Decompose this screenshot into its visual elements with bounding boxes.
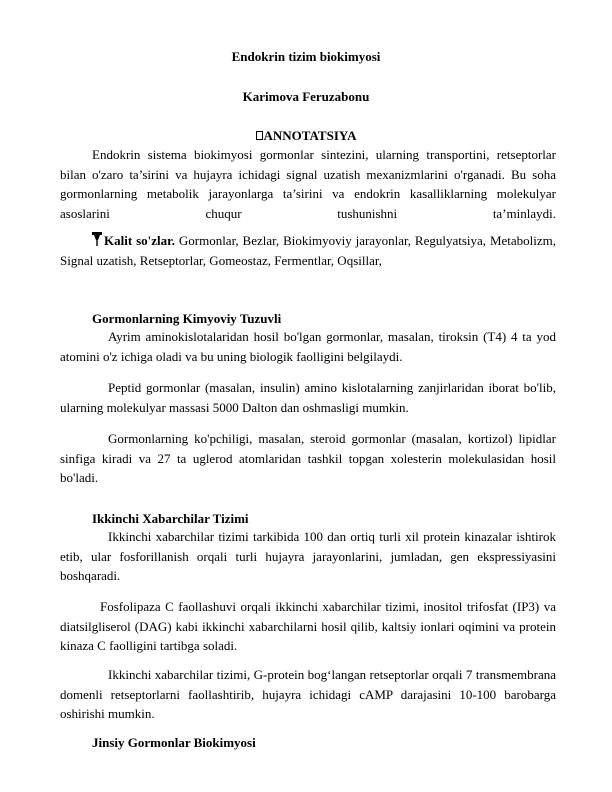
annotation-heading: ANNOTATSIYA [263,128,357,143]
section2-paragraph-2: Fosfolipaza C faollashuvi orqali ikkinchi xabarchilar tizimi, inositol trifosfat (IP3) va diatsilgliserol (DAG) kabi ikkinchi xabarchilarni hosil qilib, kaltsiy ionlari oqimini va protein kinaza C faolligini tartibga soladi. [60,599,556,654]
section1-paragraph-3: Gormonlarning ko'pchiligi, masalan, steroid gormonlar (masalan, kortizol) lipidlar sinfiga kiradi va 27 ta uglerod atomlaridan tashkil topgan xolesterin molekulasidan hosil bo'ladi. [60,431,556,486]
section-heading-second-messengers: Ikkinchi Xabarchilar Tizimi [92,511,249,526]
annotation-heading-line [0,128,612,144]
author-name: Karimova Feruzabonu [242,89,370,104]
document-title: Endokrin tizim biokimyosi [231,49,381,64]
missing-glyph-icon [256,131,263,140]
section1-paragraph-1: Ayrim aminokislotalaridan hosil bo'lgan gormonlar, masalan, tiroksin (T4) 4 ta yod atomini o'z ichiga oladi va bu uning biologik faolligini belgilaydi. [60,329,556,364]
section1-paragraph-2: Peptid gormonlar (masalan, insulin) amino kislotalarning zanjirlaridan iborat bo'lib, ularning molekulyar massasi 5000 Dalton dan oshmasligi mumkin. [60,380,556,415]
keywords-paragraph [60,231,556,270]
annotation-paragraph: Endokrin sistema biokimyosi gormonlar sintezini, ularning transportini, retseptorlar bilan o'zaro ta’sirini va hujayra ichidagi signal uzatish mexanizmlarini o'rganadi. Bu soha gormonlarning metabolik jarayonlarga ta’sirini va endokrin kasalliklarning molekulyar asoslarini chuqur tushunishni ta’minlaydi. [60,147,556,221]
section-heading-chemical-structure: Gormonlarning Kimyoviy Tuzuvli [92,311,282,326]
keywords-list: Gormonlar, Bezlar, Biokimyoviy jarayonlar, Regulyatsiya, Metabolizm, Signal uzatish, Retseptorlar, Gomeostaz, Fermentlar, Oqsillar, [60,233,557,268]
pin-icon [92,232,102,246]
section-heading-sex-hormones: Jinsiy Gormonlar Biokimyosi [92,735,256,750]
section2-paragraph-1: Ikkinchi xabarchilar tizimi tarkibida 100 dan ortiq turli xil protein kinazalar ishtirok etib, ular fosforillanish orqali turli hujayra jarayonlarini, jumladan, gen ekspressiyasini boshqaradi. [60,529,556,584]
section2-paragraph-3: Ikkinchi xabarchilar tizimi, G-protein bog‘langan retseptorlar orqali 7 transmembrana domenli retseptorlarni faollashtirib, hujayra ichidagi cAMP darajasini 10-100 barobarga oshirishi mumkin. [60,667,556,722]
keywords-label: Kalit so'zlar. [104,233,175,248]
